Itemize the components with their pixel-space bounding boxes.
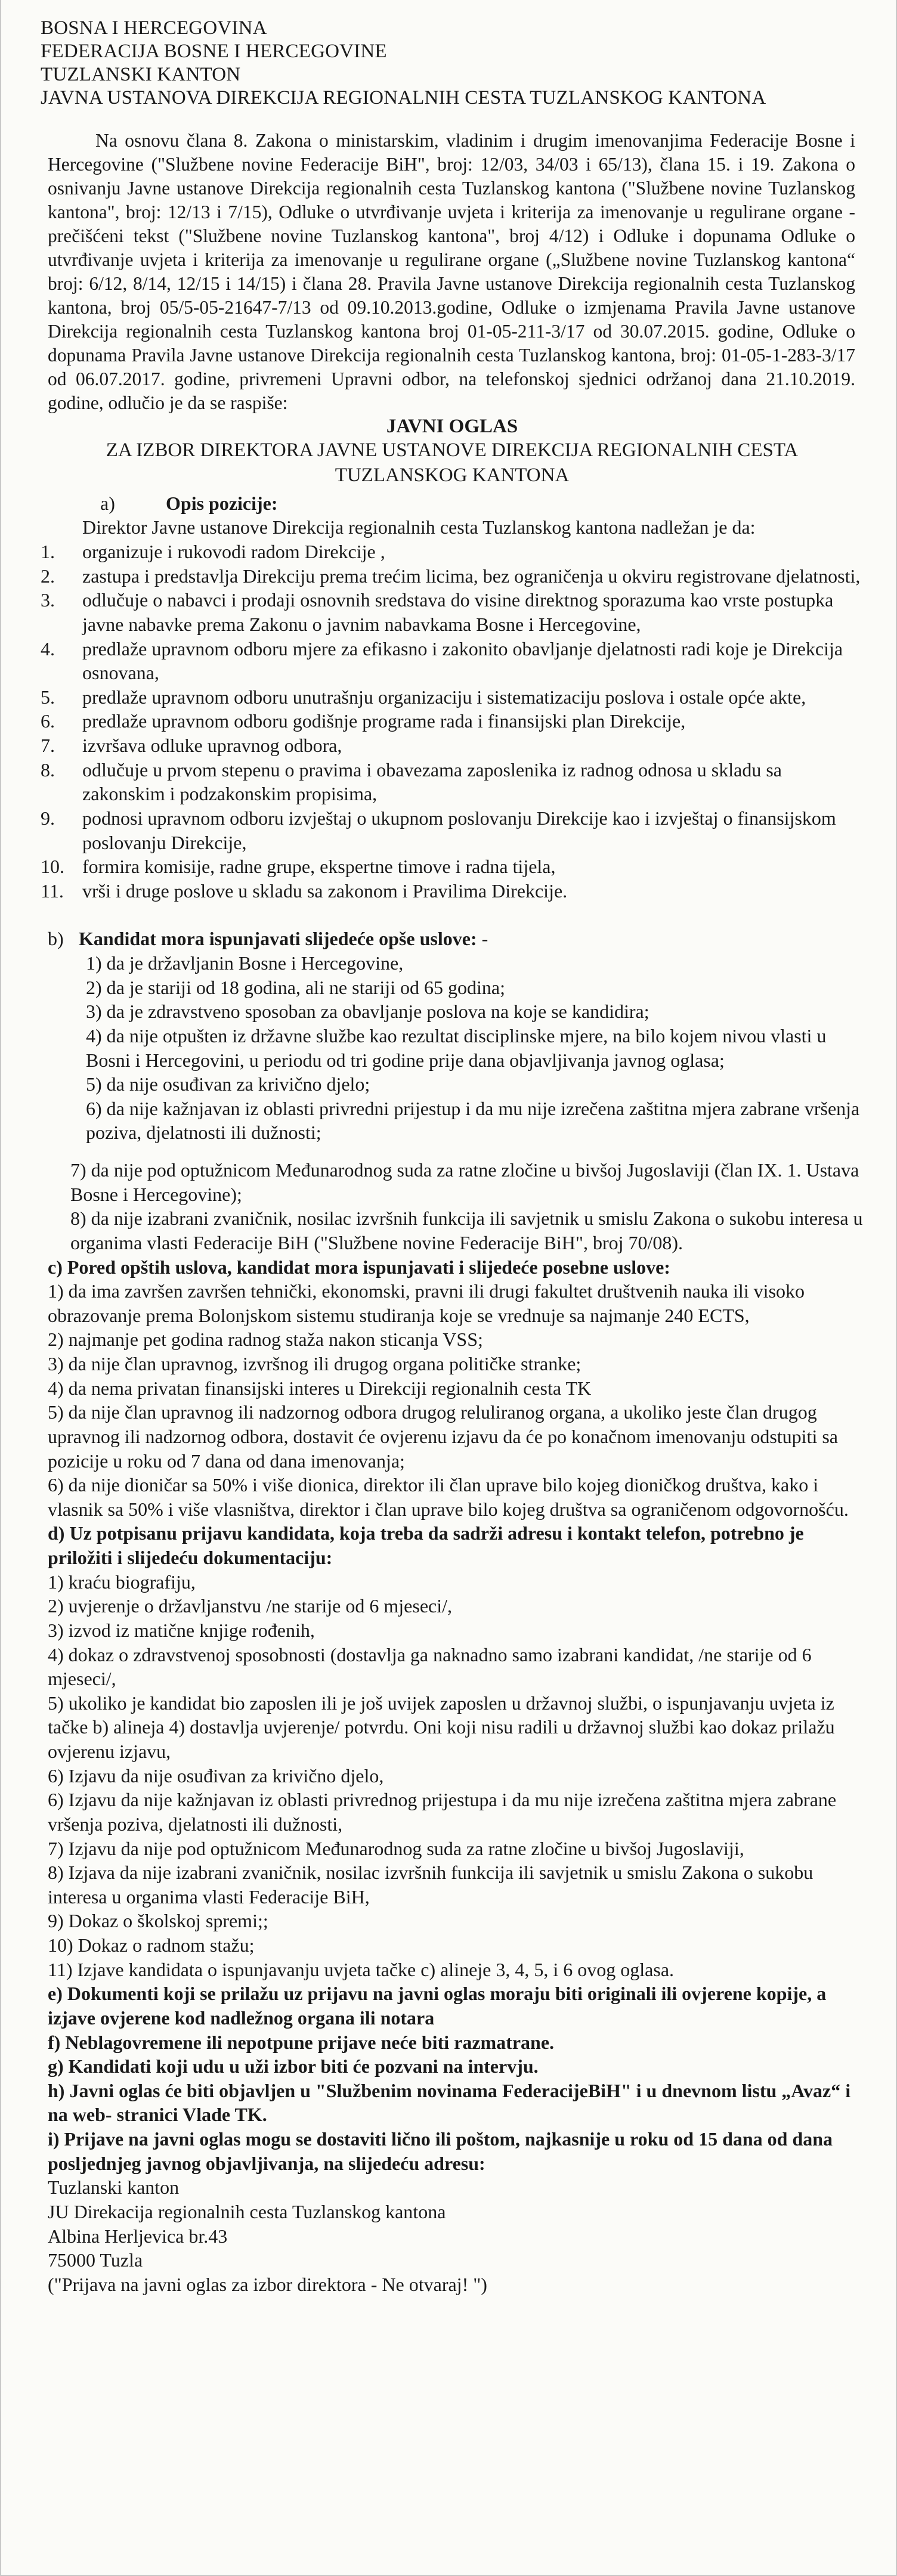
address-line: Tuzlanski kanton [48,2176,180,2199]
list-item: 8) da nije izabrani zvaničnik, nosilac izvršnih funkcija ili savjetnik u smislu Zakona o sukobu interesa u organima vlasti Federacije BiH ("Službene novine Federacije BiH", broj 70/08). [70,1208,863,1253]
list-item [41,733,864,758]
list-item: 4) dokaz o zdravstvenoj sposobnosti (dostavlja ga naknadno samo izabrani kandidat, /ne starije od 6 mjeseci/, [48,1643,812,1690]
section-d-heading: d) Uz potpisanu prijavu kandidata, koja treba da sadrži adresu i kontakt telefon, potrebno je priložiti i slijedeću dokumentaciju: [48,1522,804,1569]
list-item: 9) Dokaz o školskoj spremi;; [48,1910,268,1932]
list-item-text: predlaže upravnom odboru godišnje programe rada i finansijski plan Direkcije, [82,710,686,732]
list-item [41,685,864,710]
list-item: 3) da nije član upravnog, izvršnog ili drugog organa političke stranke; [48,1353,581,1375]
list-item: 2) da je stariji od 18 godina, ali ne stariji od 65 godina; [86,976,505,998]
address-line: Albina Herljevica br.43 [48,2225,228,2247]
list-item: 2) najmanje pet godina radnog staža nakon sticanja VSS; [48,1329,483,1351]
address-line: JU Direkacija regionalnih cesta Tuzlanskog kantona [48,2200,446,2222]
list-item-text: formira komisije, radne grupe, ekspertne timove i radna tijela, [82,856,556,878]
list-item-number: 3. [41,589,55,611]
list-item: 3) da je zdravstveno sposoban za obavljanje poslova na koje se kandidira; [86,1001,649,1023]
list-item-text: vrši i druge poslove u skladu sa zakonom i Pravilima Direkcije. [82,880,568,902]
subtitle-line: ZA IZBOR DIREKTORA JAVNE USTANOVE DIREKCIJA REGIONALNIH CESTA [106,439,799,462]
mailing-address [48,2175,864,2296]
list-item: 8) Izjava da nije izabrani zvaničnik, nosilac izvršnih funkcija ili savjetnik u smislu Zakona o sukobu interesa u organima vlasti Federacije BiH, [48,1862,814,1908]
list-item: 6) Izjavu da nije kažnjavan iz oblasti privrednog prijestupa i da mu nije izrečena zaštitna mjera zabrane vršenja poziva, djelatnosti ili dužnosti, [48,1789,837,1835]
list-item: 10) Dokaz o radnom stažu; [48,1934,255,1956]
list-item-number: 2. [41,565,55,587]
list-item-number: 8. [41,758,55,781]
list-item-text: podnosi upravnom odboru izvještaj o ukupnom poslovanju Direkcije kao i izvještaj o finansijskom poslovanju Direkcije, [82,807,836,853]
list-item-number: 9. [41,807,55,829]
list-item-number: 11. [41,880,64,902]
list-item: 7) da nije pod optužnicom Međunarodnog suda za ratne zločine u bivšoj Jugoslaviji (član IX. 1. Ustava Bosne i Hercegovine); [70,1159,859,1205]
list-item [41,540,864,564]
announcement-title: JAVNI OGLAS [386,415,518,437]
section-a-heading [100,491,864,516]
subtitle-line: TUZLANSKOG KANTONA [335,464,570,486]
section-a-lead: Direktor Javne ustanove Direkcija regionalnih cesta Tuzlanskog kantona nadležan je da: [82,516,756,538]
list-item-text: odlučuje o nabavci i prodaji osnovnih sredstava do visine direktnog sporazuma kao vrste postupka javne nabavke prema Zakonu o javnim nabavkama Bosne i Hercegovine, [82,589,834,635]
section-b-dash: - [481,928,488,950]
section-b-letter: b) [48,928,64,950]
header-line: FEDERACIJA BOSNE I HERCEGOVINE [41,40,387,62]
section-a-label: Opis pozicije: [166,492,278,514]
list-item: 2) uvjerenje o državljanstvu /ne starije od 6 mjeseci/, [48,1595,452,1617]
section-a-letter: a) [100,492,115,514]
closing-item-i: i) Prijave na javni oglas mogu se dostaviti lično ili poštom, najkasnije u roku od 15 dana od dana posljednjeg javnog objavljivanja, na slijedeću adresu: [48,2128,833,2174]
announcement-subtitle [41,438,864,488]
closing-item-f: f) Neblagovremene ili nepotpune prijave neće biti razmatrane. [48,2031,555,2053]
document-header [41,17,864,110]
list-item: 6) Izjavu da nije osuđivan za krivično djelo, [48,1764,384,1787]
list-item [41,879,864,903]
list-item: 4) da nema privatan finansijski interes u Direkciji regionalnih cesta TK [48,1377,592,1399]
list-item-number: 4. [41,637,55,660]
closing-item-h: h) Javni oglas će biti objavljen u "Službenim novinama FederacijeBiH" i u dnevnom listu „Avaz“ i na web- stranici Vlade TK. [48,2079,851,2126]
list-item [41,806,864,854]
list-item-text: organizuje i rukovodi radom Direkcije , [82,541,385,563]
list-item-text: predlaže upravnom odboru unutrašnju organizaciju i sistematizaciju poslova i ostale opće akte, [82,686,806,708]
intro-paragraph: Na osnovu člana 8. Zakona o ministarskim, vladinim i drugim imenovanjima Federacije Bosne i Hercegovine ("Službene novine Federacije BiH", broj: 12/03, 34/03 i 65/13), člana 15. i 19. Zakona o osnivanju Javne ustanove Direkcija regionalnih cesta Tuzlanskog kantona ("Službene novine Tuzlanskog kantona", broj: 12/13 i 7/15), Odluke o utvrđivanje uvjeta i kriterija za imenovanje u regulirane organe -prečišćeni tekst ("Službene novine Tuzlanskog kantona", broj 4/12) i Odluke i dopunama Odluke o utvrđivanje uvjeta i kriterija za imenovanje u regulirane organe („Službene novine Tuzlanskog kantona“ broj: 6/12, 8/14, 12/15 i 14/15) i člana 28. Pravila Javne ustanove Direkcija regionalnih cesta Tuzlanskog kantona, broj 05/5-05-21647-7/13 od 09.10.2013.godine, Odluke o izmjenama Pravila Javne ustanove Direkcija regionalnih cesta Tuzlanskog kantona broj 01-05-211-3/17 od 30.07.2015. godine, Odluke o dopunama Pravila Javne ustanove Direkcija regionalnih cesta Tuzlanskog kantona, broj: 01-05-1-283-3/17 od 06.07.2017. godine, privremeni Upravni odbor, na telefonskoj sjednici održanoj dana 21.10.2019. godine, odlučio je da se raspiše: [48,129,855,413]
list-item-text: izvršava odluke upravnog odbora, [82,735,342,757]
address-line: ("Prijava na javni oglas za izbor direktora - Ne otvaraj! ") [48,2273,487,2295]
list-item [41,564,864,589]
header-line: BOSNA I HERCEGOVINA [41,17,267,39]
list-item: 6) da nije dioničar sa 50% i više dionica, direktor ili član uprave bilo kojeg dioničkog društva, kako i vlasnik sa 50% i više vlasništva, direktor i član uprave bilo kojeg društva sa ograničenom odgovornošću. [48,1474,849,1520]
list-item [41,709,864,733]
list-item: 11) Izjave kandidata o ispunjavanju uvjeta tačke c) alineje 3, 4, 5, i 6 ovog oglasa. [48,1958,675,1980]
list-item-number: 5. [41,686,55,708]
list-item-number: 10. [41,856,64,878]
document-page [41,17,864,2296]
list-item [41,588,864,636]
list-item [41,758,864,806]
list-item: 5) da nije član upravnog ili nadzornog odbora drugog reluliranog organa, a ukoliko jeste član drugog upravnog ili nadzornog odbora, dostavit će ovjerenu izjavu da će po konačnom imenovanju odstupiti sa pozicije u roku od 7 dana od dana imenovanja; [48,1401,838,1472]
section-b-label: Kandidat mora ispunjavati slijedeće opše uslove: [79,928,477,950]
list-item [41,854,864,879]
list-item: 1) da je državljanin Bosne i Hercegovine, [86,952,404,974]
list-item-number: 7. [41,735,55,757]
list-item: 1) kraću biografiju, [48,1571,196,1593]
closing-item-g: g) Kandidati koji udu u uži izbor biti će pozvani na intervju. [48,2055,539,2077]
list-item-number: 6. [41,710,55,732]
list-item: 4) da nije otpušten iz državne službe kao rezultat disciplinske mjere, na bilo kojem nivou vlasti u Bosni i Hercegovini, u periodu od tri godine prije dana objavljivanja javnog oglasa; [86,1024,827,1071]
list-item-number: 1. [41,541,55,563]
section-spacer [41,903,864,927]
list-item-text: zastupa i predstavlja Direkciju prema trećim licima, bez ograničenja u okviru registrovane djelatnosti, [82,565,861,587]
list-item-text: odlučuje u prvom stepenu o pravima i obavezama zaposlenika iz radnog odnosa u skladu sa zakonskim i podzakonskim propisima, [82,758,782,805]
list-item: 5) da nije osuđivan za krivično djelo; [86,1073,370,1095]
list-item: 7) Izjavu da nije pod optužnicom Međunarodnog suda za ratne zločine u bivšoj Jugoslaviji, [48,1837,744,1859]
list-item: 5) ukoliko je kandidat bio zaposlen ili je još uvijek zaposlen u državnoj službi, o ispunjavanju uvjeta iz tačke b) alineja 4) dostavlja uvjerenje/ potvrdu. Oni koji nisu radili u državnoj službi kao dokaz prilažu ovjerenu izjavu, [48,1692,835,1763]
closing-item-e: e) Dokumenti koji se prilažu uz prijavu na javni oglas moraju biti originali ili ovjerene kopije, a izjave ovjerene kod nadležnog organa ili notara [48,1983,827,2029]
list-item: 1) da ima završen završen tehnički, ekonomski, pravni ili drugi fakultet društvenih nauka ili visoko obrazovanje prema Bolonjskom sistemu studiranja koje se vrednuje sa najmanje 240 ECTS, [48,1280,805,1326]
header-line: JAVNA USTANOVA DIREKCIJA REGIONALNIH CESTA TUZLANSKOG KANTONA [41,86,766,109]
list-item: 3) izvod iz matične knjige rođenih, [48,1619,315,1641]
section-b-heading [48,927,864,951]
header-line: TUZLANSKI KANTON [41,63,241,85]
list-item [41,637,864,685]
list-item-text: predlaže upravnom odboru mjere za efikasno i zakonito obavljanje djelatnosti radi koje je Direkcija osnovana, [82,637,843,684]
address-line: 75000 Tuzla [48,2249,143,2271]
duties-list [41,540,864,903]
section-c-heading: c) Pored opštih uslova, kandidat mora ispunjavati i slijedeće posebne uslove: [48,1256,670,1278]
list-item: 6) da nije kažnjavan iz oblasti privredni prijestup i da mu nije izrečena zaštitna mjera zabrane vršenja poziva, djelatnosti ili dužnosti; [86,1097,860,1144]
